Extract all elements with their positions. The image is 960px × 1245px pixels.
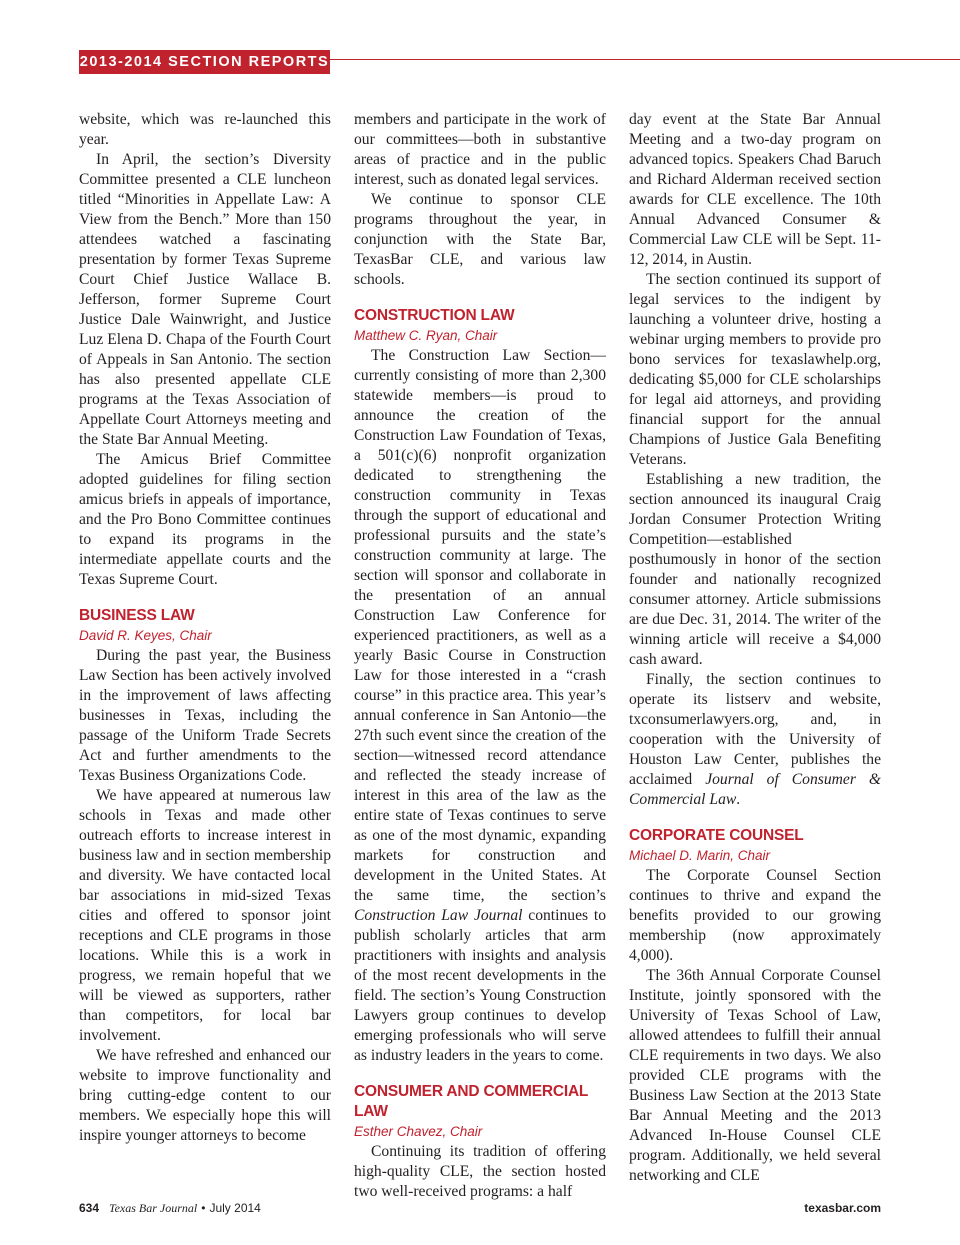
paragraph: [354, 346, 606, 1066]
corporate-counsel-chair: Michael D. Marin, Chair: [629, 848, 771, 863]
journal-title: Construction Law Journal: [354, 907, 523, 924]
column-1: [79, 110, 331, 1146]
paragraph: In April, the section’s Diversity Committee presented a CLE luncheon titled “Minorities in Appellate Law: A View from the Bench.” More than 150 attendees watched a fascinating presentation by former Texas Supreme Court Chief Justice Wallace B. Jefferson, former Supreme Court Justice Dale Wainwright, and Justice Luz Elena D. Chapa of the Fourth Court of Appeals in San Antonio. The section has also presented appellate CLE programs at the Texas Association of Appellate Court Attorneys meeting and the State Bar Annual Meeting.: [79, 151, 331, 448]
paragraph: The Amicus Brief Committee adopted guidelines for filing section amicus briefs in appeals of importance, and the Pro Bono Committee continues to expand its programs in the intermediate appellate courts and the Texas Supreme Court.: [79, 451, 331, 588]
construction-law-chair: Matthew C. Ryan, Chair: [354, 328, 498, 343]
paragraph: [629, 670, 881, 810]
paragraph: members and participate in the work of our committees—both in substantive areas of practice and in the public interest, such as donated legal services.: [354, 111, 606, 188]
page-number: 634: [79, 1201, 100, 1215]
consumer-commercial-law-chair: Esther Chavez, Chair: [354, 1124, 483, 1139]
paragraph: During the past year, the Business Law Section has been actively involved in the improvement of laws affecting businesses in Texas, including the passage of the Uniform Trade Secrets Act and further amendments to the Texas Business Organizations Code.: [79, 647, 331, 784]
consumer-commercial-law-heading: CONSUMER AND COMMERCIAL LAW: [354, 1083, 588, 1120]
paragraph-text: The Construction Law Section—currently consisting of more than 2,300 statewide members—is proud to announce the creation of the Construction Law Foundation of Texas, a 501(c)(6) nonprofit organization dedicated to strengthening the construction community in Texas through the support of educational and professional pursuits and the state’s construction community at large. The section will sponsor and collaborate in the presentation of an annual Construction Law Conference for experienced practitioners, as well as a yearly Basic Course in Construction Law for those interested in a “crash course” in this practice area. This year’s annual conference in San Antonio—the 27th such event since the creation of the section—witnessed record attendance and reflected the steady increase of interest in this area of the law as the entire state of Texas continues to serve as one of the most dynamic, expanding markets for construction and development in the United States. At the same time, the section’s: [354, 347, 606, 904]
column-3: [629, 110, 881, 1186]
footer-website: texasbar.com: [804, 1201, 881, 1215]
paragraph: The 36th Annual Corporate Counsel Institute, jointly sponsored with the University of Texas School of Law, allowed attendees to fulfill their annual CLE requirements in two days. We also provided CLE programs with the Business Law Section at the 2013 State Bar Annual Meeting and the 2013 Advanced In-House Counsel CLE program. Additionally, we held several networking and CLE: [629, 967, 881, 1184]
paragraph-text: continues to publish scholarly articles that arm practitioners with insights and analysis of the most recent developments in the field. The section’s Young Construction Lawyers group continues to develop emerging professionals who will serve as industry leaders in the years to come.: [354, 907, 607, 1064]
paragraph-text: Finally, the section continues to operate its listserv and website, txconsumerlawyers.org, and, in cooperation with the University of Houston Law Center, publishes the acclaimed: [629, 671, 881, 788]
paragraph: day event at the State Bar Annual Meeting and a two-day program on advanced topics. Speakers Chad Baruch and Richard Alderman received section awards for CLE excellence. The 10th Annual Advanced Consumer & Commercial Law CLE will be Sept. 11-12, 2014, in Austin.: [629, 111, 881, 268]
journal-title: Journal of Consumer & Commercial Law: [629, 771, 881, 808]
footer-bullet: •: [201, 1201, 206, 1215]
section-header-banner: [79, 50, 330, 74]
section-header-label: 2013-2014 SECTION REPORTS: [79, 54, 330, 70]
business-law-heading: BUSINESS LAW: [79, 607, 195, 624]
footer-left: [79, 1201, 261, 1216]
publication-name: Texas Bar Journal: [109, 1201, 198, 1215]
business-law-chair: David R. Keyes, Chair: [79, 628, 212, 643]
column-2: [354, 110, 606, 1202]
header-rule: [330, 59, 960, 60]
paragraph: Establishing a new tradition, the section announced its inaugural Craig Jordan Consumer Protection Writing Competition—established posthumously in honor of the section founder and nationally recognized consumer attorney. Article submissions are due Dec. 31, 2014. The writer of the winning article will receive a $4,000 cash award.: [629, 471, 881, 668]
paragraph: The Corporate Counsel Section continues to thrive and expand the benefits provided to our growing membership (now approximately 4,000).: [629, 867, 881, 964]
paragraph: website, which was re-launched this year.: [79, 111, 331, 148]
paragraph: The section continued its support of legal services to the indigent by launching a volunteer drive, hosting a webinar urging members to provide pro bono services for texaslawhelp.org, dedicating $5,000 for CLE scholarships for legal aid attorneys, and providing financial support for the annual Champions of Justice Gala Benefiting Veterans.: [629, 271, 881, 468]
paragraph: We continue to sponsor CLE programs throughout the year, in conjunction with the State Bar, TexasBar CLE, and various law schools.: [354, 191, 606, 288]
issue-date: July 2014: [209, 1201, 261, 1215]
paragraph: Continuing its tradition of offering high-quality CLE, the section hosted two well-received programs: a half: [354, 1143, 606, 1200]
paragraph: We have refreshed and enhanced our website to improve functionality and bring cutting-edge content to our members. We especially hope this will inspire younger attorneys to become: [79, 1047, 331, 1144]
corporate-counsel-heading: CORPORATE COUNSEL: [629, 827, 804, 844]
paragraph: We have appeared at numerous law schools in Texas and made other outreach efforts to increase interest in business law and in section membership and diversity. We have contacted local bar associations in mid-sized Texas cities and offered to sponsor joint receptions and CLE programs in those locations. While this is a work in progress, we remain hopeful that we will be viewed as supporters, rather than competitors, for local bar involvement.: [79, 787, 331, 1044]
construction-law-heading: CONSTRUCTION LAW: [354, 307, 515, 324]
paragraph-text: .: [736, 791, 741, 808]
